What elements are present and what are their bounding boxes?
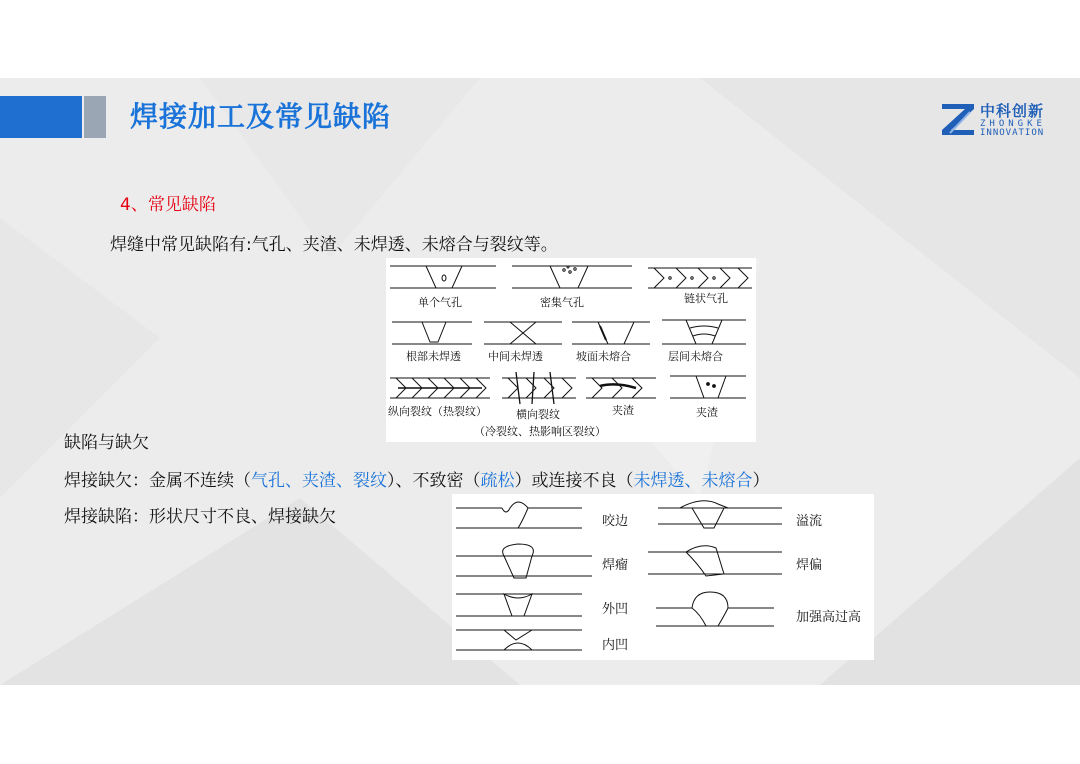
logo-mark-icon xyxy=(940,102,976,136)
label-transverse-crack: 横向裂纹 xyxy=(516,408,560,421)
label-bevel-lack-fusion: 坡面未熔合 xyxy=(576,350,631,363)
defect-vs-imperfection-heading: 缺陷与缺欠 xyxy=(64,433,149,453)
label-slag-2: 夹渣 xyxy=(696,406,718,419)
label-middle-lack-penetration: 中间未焊透 xyxy=(488,350,543,363)
label-overflow: 溢流 xyxy=(796,514,823,529)
label-interlayer-lack-fusion: 层间未熔合 xyxy=(668,350,723,363)
imperfection-text-a: 焊接缺欠：金属不连续（ xyxy=(64,471,251,491)
defect-definition: 焊接缺陷：形状尺寸不良、焊接缺欠 xyxy=(64,507,336,527)
label-longitudinal-crack: 纵向裂纹（热裂纹） xyxy=(388,405,487,418)
label-slag-1: 夹渣 xyxy=(612,404,634,417)
slide xyxy=(0,78,1080,685)
shape-defects-figure xyxy=(452,494,874,660)
imperfection-highlight-1: 气孔、夹渣、裂纹 xyxy=(251,471,387,491)
label-chain-pores: 链状气孔 xyxy=(684,292,728,305)
imperfection-highlight-3: 未焊透、未熔合 xyxy=(633,471,753,491)
section-heading: 4、常见缺陷 xyxy=(120,195,216,215)
logo-text-en: ZHONGKE xyxy=(980,119,1046,129)
logo-text-en-2: INNOVATION xyxy=(980,128,1045,138)
title-accent-bar xyxy=(0,96,82,138)
label-root-lack-penetration: 根部未焊透 xyxy=(406,350,461,363)
label-weld-offset: 焊偏 xyxy=(796,558,823,573)
label-dense-pores: 密集气孔 xyxy=(540,296,584,309)
logo-text-cn: 中科创新 xyxy=(980,102,1045,120)
label-weld-nodule: 焊瘤 xyxy=(602,558,629,573)
label-undercut: 咬边 xyxy=(602,514,629,529)
imperfection-text-e: ）或连接不良（ xyxy=(514,471,634,491)
intro-text: 焊缝中常见缺陷有:气孔、夹渣、未焊透、未熔合与裂纹等。 xyxy=(110,235,558,255)
imperfection-text-g: ） xyxy=(752,471,770,491)
company-logo xyxy=(940,100,1060,140)
label-outer-concave: 外凹 xyxy=(602,602,629,617)
page-title: 焊接加工及常见缺陷 xyxy=(130,100,392,133)
label-single-pore: 单个气孔 xyxy=(418,296,462,309)
label-excess-reinforcement: 加强高过高 xyxy=(796,610,862,625)
label-inner-concave: 内凹 xyxy=(602,638,629,653)
defect-types-figure xyxy=(386,258,756,442)
title-accent-bar-gray xyxy=(84,96,106,138)
imperfection-definition xyxy=(64,466,770,491)
imperfection-text-c: ）、不致密（ xyxy=(387,471,481,491)
label-crack-note: （冷裂纹、热影响区裂纹） xyxy=(474,425,606,438)
imperfection-highlight-2: 疏松 xyxy=(480,471,515,491)
